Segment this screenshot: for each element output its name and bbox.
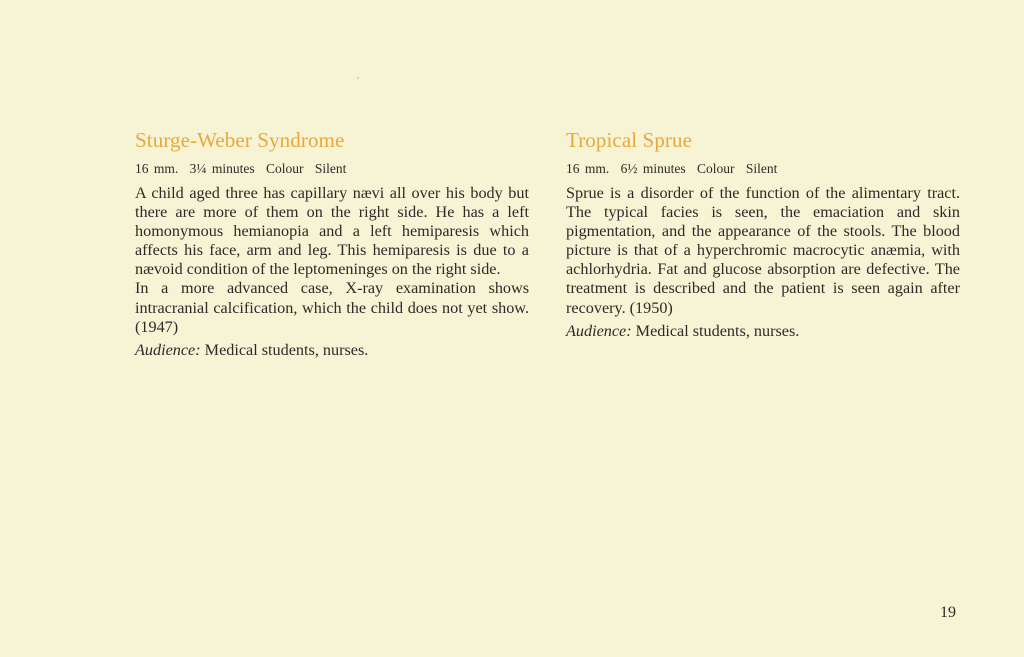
film-duration: 6½ minutes xyxy=(620,161,686,176)
entry-meta xyxy=(566,160,960,178)
film-duration: 3¼ minutes xyxy=(189,161,255,176)
audience-value: Medical students, nurses. xyxy=(204,340,369,359)
film-gauge: 16 mm. xyxy=(566,161,610,176)
entry-title: Tropical Sprue xyxy=(566,128,693,152)
entry-description xyxy=(135,184,529,337)
audience-label: Audience: xyxy=(135,340,201,359)
film-entry-tropical-sprue xyxy=(566,126,960,341)
audience-label: Audience: xyxy=(566,321,632,340)
film-colour: Colour xyxy=(266,161,304,176)
film-colour: Colour xyxy=(697,161,735,176)
entry-title: Sturge-Weber Syndrome xyxy=(135,128,345,152)
film-sound: Silent xyxy=(314,161,347,176)
description-paragraph: In a more advanced case, X-ray examination shows intracranial calcification, which the child does not yet show. (1947) xyxy=(135,279,529,336)
description-paragraph: Sprue is a disorder of the function of the alimentary tract. The typical facies is seen, the emaciation and skin pigmentation, and the appearance of the stools. The blood picture is that of a hyperchromic macrocytic anæmia, with achlorhydria. Fat and glucose absorption are defective. The treatment is described and the patient is seen again after recovery. (1950) xyxy=(566,184,960,317)
film-entry-sturge-weber xyxy=(135,126,529,360)
paper-fleck xyxy=(357,77,359,79)
entry-audience xyxy=(135,341,529,360)
description-paragraph: A child aged three has capillary nævi all over his body but there are more of them on the right side. He has a left homonymous hemianopia and a left hemiparesis which affects his face, arm and leg. This hemiparesis is due to a nævoid condition of the leptomeninges on the right side. xyxy=(135,184,529,279)
entry-meta xyxy=(135,160,529,178)
film-gauge: 16 mm. xyxy=(135,161,179,176)
entry-audience xyxy=(566,322,960,341)
page-number: 19 xyxy=(940,604,956,621)
film-sound: Silent xyxy=(745,161,778,176)
audience-value: Medical students, nurses. xyxy=(635,321,800,340)
entry-description xyxy=(566,184,960,318)
